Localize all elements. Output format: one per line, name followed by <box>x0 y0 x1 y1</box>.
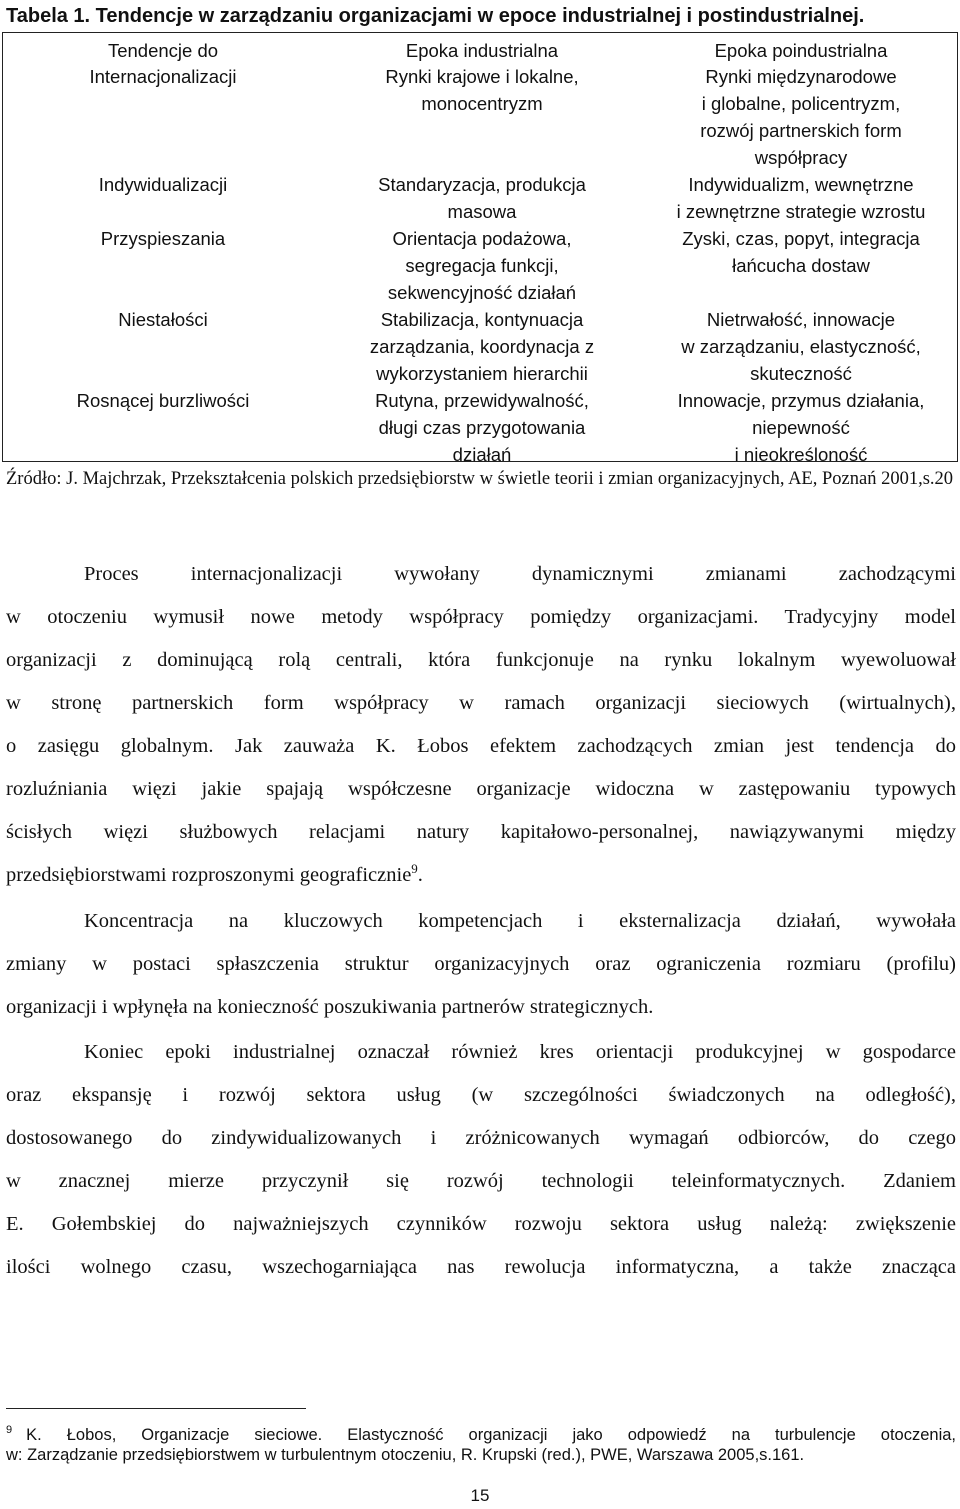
table-row-5-industrial: Rutyna, przewidywalność, długi czas przygotowania działań <box>375 390 589 465</box>
header-industrial-era: Epoka industrialna <box>405 40 559 61</box>
header-postindustrial-era: Epoka poindustrialna <box>714 40 888 61</box>
footnote-number: 9 <box>6 1424 13 1436</box>
table-caption: Tabela 1. Tendencje w zarządzaniu organizacjami w epoce industrialnej i postindustrialnej. <box>6 5 865 27</box>
table-row-1-postindustrial: Rynki międzynarodowe i globalne, policentryzm, rozwój partnerskich form współpracy <box>700 66 902 168</box>
table-source: Źródło: J. Majchrzak, Przekształcenia polskich przedsiębiorstw w świetle teorii i zmian organizacyjnych, AE, Poznań 2001,s.20 <box>6 469 954 489</box>
table-row-3-postindustrial: Zyski, czas, popyt, integracja łańcucha dostaw <box>682 228 920 276</box>
table-row-4-tendency: Niestałości <box>118 309 208 330</box>
table-row-3-industrial: Orientacja podażowa, segregacja funkcji, sekwencyjność działań <box>387 228 577 303</box>
table-row-3-tendency: Przyspieszania <box>100 228 226 249</box>
footnote-reference[interactable]: 9 <box>411 861 418 876</box>
table-row-1-tendency: Internacjonalizacji <box>89 66 237 87</box>
table-row-5-tendency: Rosnącej burzliwości <box>76 390 250 411</box>
footnote-separator <box>6 1408 306 1409</box>
table-row-4-industrial: Stabilizacja, kontynuacja zarządzania, koordynacja z wykorzystaniem hierarchii <box>369 309 595 384</box>
table-row-2-industrial: Standaryzacja, produkcja masowa <box>378 174 586 222</box>
page-number: 15 <box>470 1486 490 1505</box>
table-row-5-postindustrial: Innowacje, przymus działania, niepewność i nieokreśloność <box>677 390 925 465</box>
document-page: Tabela 1. Tendencje w zarządzaniu organizacjami w epoce industrialnej i postindustrialnej. Tendencje do Epoka industrialna Epoka poindustrialna Internacjonalizacji Rynki krajowe i lokalne, monocentryzm Rynki międzynarodowe i globalne, policentryzm, rozwój partnerskich form współpracy Indywidualizacji Standaryzacja, produkcja masowa Indywidualizm, wewnętrzne i zewnętrzne strategie wzrostu Przyspieszania Orientacja podażowa, segregacja funkcji, sekwencyjność działań Zyski, czas, popyt, integracja łańcucha dostaw Niestałości Stabilizacja, kontynuacja zarządzania, koordynacja z wykorzystaniem hierarchii Nietrwałość, innowacje w zarządzaniu, elastyczność, skuteczność Rosnącej burzliwości Rutyna, przewidywalność, długi czas przygotowania działań Innowacje, przymus działania, niepewność i nieokreśloność Źródło: J. Majchrzak, Przekształcenia polskich przedsiębiorstw w świetle teorii i zmian organizacyjnych, AE, Poznań 2001,s.20 Proces internacjonalizacji wywołany dynamicznymi zmianami zachodzącymi w otoczeniu wymusił nowe metody współpracy pomiędzy organizacjami. Tradycyjny model organizacji z dominującą rolą centrali, która funkcjonuje na rynku lokalnym wyewoluował w stronę partnerskich form współpracy w ramach organizacji sieciowych (wirtualnych), o zasięgu globalnym. Jak zauważa K. Łobos efektem zachodzących zmian jest tendencja do rozluźniania więzi jakie spajają współczesne organizacje widoczna w zastępowaniu typowych ścisłych więzi służbowych relacjami natury kapitałowo-personalnej, nawiązywanymi między przedsiębiorstwami rozproszonymi geograficznie$^9$. Koncentracja na kluczowych kompetencjach i eksternalizacja działań, wywołała zmiany w postaci spłaszczenia struktur organizacyjnych oraz ograniczenia rozmiaru (profilu) organizacji i wpłynęła na konieczność poszukiwania partnerów strategicznych. Koniec epoki industrialnej oznaczał również kres orientacji produkcyjnej w gospodarce oraz ekspansję i rozwój sektora usług (w szczególności świadczonych na odległość), dostosowanego do zindywidualizowanych i zróżnicowanych wymagań odbiorców, do czego w znacznej mierze przyczynił się rozwój technologii teleinformatycznych. Zdaniem E. Gołembskiej do najważniejszych czynników rozwoju sektora usług należą: zwiększenie ilości wolnego czasu, wszechogarniająca nas rewolucja informatyczna, a także znacząca $^9$ K. Łobos, Organizacje sieciowe. Elastyczność organizacji jako odpowiedź na turbulencje otoczenia, w: Zarządzanie przedsiębiorstwem w turbulentnym otoczeniu, R. Krupski (red.), PWE, Warszawa 2005,s.161. 15 <box>0 0 960 1509</box>
table-row-1-industrial: Rynki krajowe i lokalne, monocentryzm <box>385 66 579 114</box>
table-row-4-postindustrial: Nietrwałość, innowacje w zarządzaniu, elastyczność, skuteczność <box>681 309 921 384</box>
header-tendencies: Tendencje do <box>107 40 219 61</box>
table-row-2-tendency: Indywidualizacji <box>98 174 228 195</box>
table-row-2-postindustrial: Indywidualizm, wewnętrzne i zewnętrzne strategie wzrostu <box>676 174 926 222</box>
